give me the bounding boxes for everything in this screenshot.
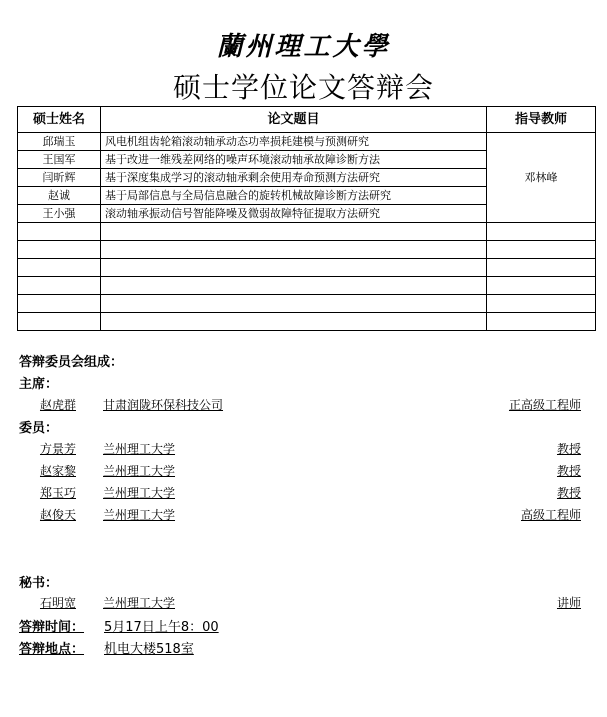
- student-name: 闫昕辉: [18, 169, 101, 187]
- member-title: 教授: [556, 486, 581, 500]
- secretary-title: 讲师: [556, 596, 581, 610]
- chair-org: 甘肃润陇环保科技公司: [103, 398, 224, 412]
- secretary-row: [0, 594, 607, 612]
- advisor-name: 邓林峰: [487, 133, 596, 223]
- header-advisor: 指导教师: [487, 107, 596, 133]
- member-row: [0, 506, 607, 524]
- defense-time: [19, 616, 219, 635]
- table-row: [18, 133, 596, 151]
- thesis-table: [17, 106, 596, 331]
- empty-row: [18, 295, 596, 313]
- defense-time-value: 5月17日上午8：00: [104, 620, 219, 635]
- member-row: [0, 462, 607, 480]
- thesis-topic: 滚动轴承振动信号智能降噪及微弱故障特征提取方法研究: [101, 205, 487, 223]
- empty-row: [18, 259, 596, 277]
- table-header-row: [18, 107, 596, 133]
- thesis-topic: 基于改进一维残差网络的噪声环境滚动轴承故障诊断方法: [101, 151, 487, 169]
- member-title: 教授: [556, 442, 581, 456]
- header-thesis-topic: 论文题目: [101, 107, 487, 133]
- member-name: 赵家黎: [39, 464, 76, 478]
- university-logo: 蘭州理工大學: [216, 32, 391, 62]
- student-name: 王国军: [18, 151, 101, 169]
- chair-title: 正高级工程师: [508, 398, 581, 412]
- defense-time-label: 答辩时间：: [19, 620, 85, 635]
- empty-row: [18, 313, 596, 331]
- member-row: [0, 484, 607, 502]
- empty-row: [18, 277, 596, 295]
- chair-row: [0, 396, 607, 414]
- page-title: 硕士学位论文答辩会: [172, 71, 434, 104]
- member-row: [0, 440, 607, 458]
- member-org: 兰州理工大学: [103, 464, 176, 478]
- student-name: 王小强: [18, 205, 101, 223]
- secretary-name: 石明宽: [39, 596, 76, 610]
- member-name: 赵俊天: [39, 508, 76, 522]
- thesis-topic: 基于局部信息与全局信息融合的旋转机械故障诊断方法研究: [101, 187, 487, 205]
- header-student-name: 硕士姓名: [18, 107, 101, 133]
- defense-place: [19, 638, 194, 657]
- student-name: 赵诚: [18, 187, 101, 205]
- member-title: 教授: [556, 464, 581, 478]
- defense-place-label: 答辩地点：: [19, 642, 85, 657]
- thesis-topic: 风电机组齿轮箱滚动轴承动态功率损耗建模与预测研究: [101, 133, 487, 151]
- member-org: 兰州理工大学: [103, 442, 176, 456]
- member-title: 高级工程师: [520, 508, 581, 522]
- members-label: 委员：: [19, 421, 59, 436]
- member-org: 兰州理工大学: [103, 508, 176, 522]
- student-name: 邱瑞玉: [18, 133, 101, 151]
- member-name: 郑玉巧: [39, 486, 76, 500]
- chair-label: 主席：: [19, 377, 59, 392]
- member-org: 兰州理工大学: [103, 486, 176, 500]
- committee-heading: 答辩委员会组成：: [19, 355, 124, 370]
- empty-row: [18, 241, 596, 259]
- empty-row: [18, 223, 596, 241]
- thesis-topic: 基于深度集成学习的滚动轴承剩余使用寿命预测方法研究: [101, 169, 487, 187]
- secretary-label: 秘书：: [19, 576, 59, 591]
- defense-place-value: 机电大楼518室: [104, 642, 194, 657]
- chair-name: 赵虎群: [39, 398, 76, 412]
- secretary-org: 兰州理工大学: [103, 596, 176, 610]
- member-name: 方景芳: [39, 442, 76, 456]
